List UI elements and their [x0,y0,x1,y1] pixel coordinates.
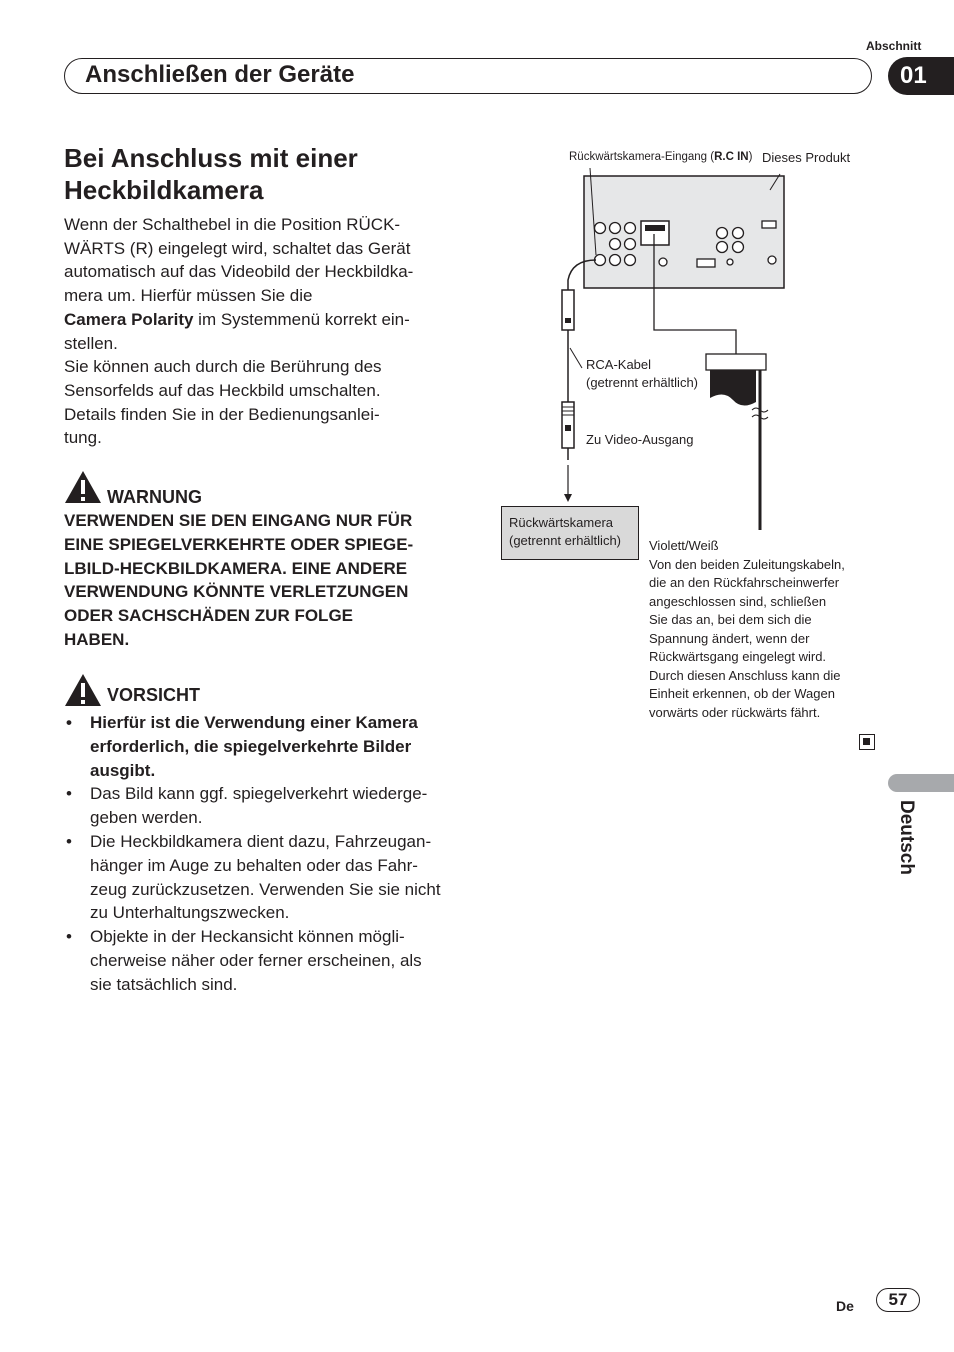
rc-in-code: R.C IN [714,151,749,163]
text-line: Sensorfelds auf das Heckbild umschalten. [64,380,381,400]
wire-note [649,537,869,722]
text-line: Das Bild kann ggf. spiegelverkehrt wiederge- [90,784,428,804]
text-line: Objekte in der Heckansicht können mögli- [90,927,405,947]
text-line: cherweise näher oder ferner erscheinen, als [90,950,422,970]
setting-name: Camera Polarity [64,309,194,329]
text-line: ODER SACHSCHÄDEN ZUR FOLGE [64,606,354,626]
section-end-icon [859,734,875,750]
text-line: Wenn der Schalthebel in die Position RÜCK- [64,215,401,234]
rca-cable-label [586,356,698,392]
footer-language-code: De [836,1298,854,1314]
language-tab [888,774,954,792]
text-fragment: Rückwärtskamera-Eingang ( [569,151,715,163]
text-fragment: ) [748,151,753,163]
text-line: mera um. Hierfür müssen Sie die [64,286,313,306]
bullet: • [66,927,72,947]
wiring-diagram [500,140,880,540]
text-line: angeschlossen sind, schließen [649,593,827,609]
text-line: automatisch auf das Videobild der Heckbildka- [64,262,414,282]
text-line: (getrennt erhältlich) [586,375,698,390]
page-title-line: Heckbildkamera [64,175,264,205]
bullet: • [66,713,72,732]
text-line: Violett/Weiß [649,538,719,553]
video-out-label: Zu Video-Ausgang [586,432,694,447]
chapter-title: Anschließen der Geräte [85,61,355,88]
text-line: zeug zurückzusetzen. Verwenden Sie sie nicht [90,879,441,899]
text-line: Rückwärtskamera [509,515,614,530]
bullet: • [66,831,72,851]
text-line: Sie können auch durch die Berührung des [64,357,382,377]
text-line: LBILD-HECKBILDKAMERA. EINE ANDERE [64,558,408,578]
text-line: Einheit erkennen, ob der Wagen [649,686,835,701]
list-item [64,925,456,996]
text-line: tung. [64,428,102,448]
list-item [64,830,456,925]
text-line: Die Heckbildkamera dient dazu, Fahrzeugan- [90,831,432,851]
rc-in-label [569,148,752,166]
wire-harness [706,354,766,370]
text-line: VERWENDUNG KÖNNTE VERLETZUNGEN [64,582,409,602]
caution-heading: VORSICHT [107,685,201,705]
language-label: Deutsch [896,800,917,875]
page-title-line: Bei Anschluss mit einer [64,143,358,173]
text-line: (getrennt erhältlich) [509,533,621,548]
text-fragment: im Systemmenü korrekt ein- [193,309,410,329]
intro-paragraph [64,213,456,450]
text-line: ausgibt. [90,760,156,780]
list-item [64,711,456,782]
text-line: die an den Rückfahrscheinwerfer [649,575,840,590]
rca-plug-top [562,290,574,330]
text-line: Sie das an, bei dem sich die [649,612,812,627]
power-connector [641,221,669,245]
warning-heading: WARNUNG [107,487,202,507]
warning-text [64,509,456,652]
bullet: • [66,784,72,804]
text-line: Details finden Sie in der Bedienungsanlei- [64,404,380,424]
text-line: stellen. [64,333,118,353]
section-label: Abschnitt [866,39,922,53]
text-line: Hierfür ist die Verwendung einer Kamera [90,713,418,732]
text-line: geben werden. [90,808,203,828]
page-title [64,142,464,206]
text-line: Rückwärtsgang eingelegt wird. [649,649,827,664]
text-line: VERWENDEN SIE DEN EINGANG NUR FÜR [64,511,413,530]
text-line: Durch diesen Anschluss kann die [649,667,841,683]
text-line: HABEN. [64,629,130,649]
caution-list [64,711,456,997]
page-number: 57 [876,1288,920,1312]
text-line: hänger im Auge zu behalten oder das Fahr- [90,855,418,875]
text-line: vorwärts oder rückwärts fährt. [649,704,821,720]
list-item [64,782,456,830]
product-label: Dieses Produkt [762,150,851,165]
warning-icon [64,470,102,504]
text-line: zu Unterhaltungszwecken. [90,903,290,923]
text-line: WÄRTS (R) eingelegt wird, schaltet das Gerät [64,238,411,258]
text-line: erforderlich, die spiegelverkehrte Bilder [90,736,412,756]
text-line [64,308,456,332]
text-line: sie tatsächlich sind. [90,974,238,994]
text-line: RCA-Kabel [586,357,652,372]
text-line: EINE SPIEGELVERKEHRTE ODER SPIEGE- [64,534,414,554]
text-line: Spannung ändert, wenn der [649,630,810,646]
chapter-number: 01 [888,57,954,95]
arrow-icon [564,494,572,502]
caution-icon [64,673,102,707]
rear-camera-box [501,506,639,560]
text-line: Von den beiden Zuleitungskabeln, [649,556,845,572]
